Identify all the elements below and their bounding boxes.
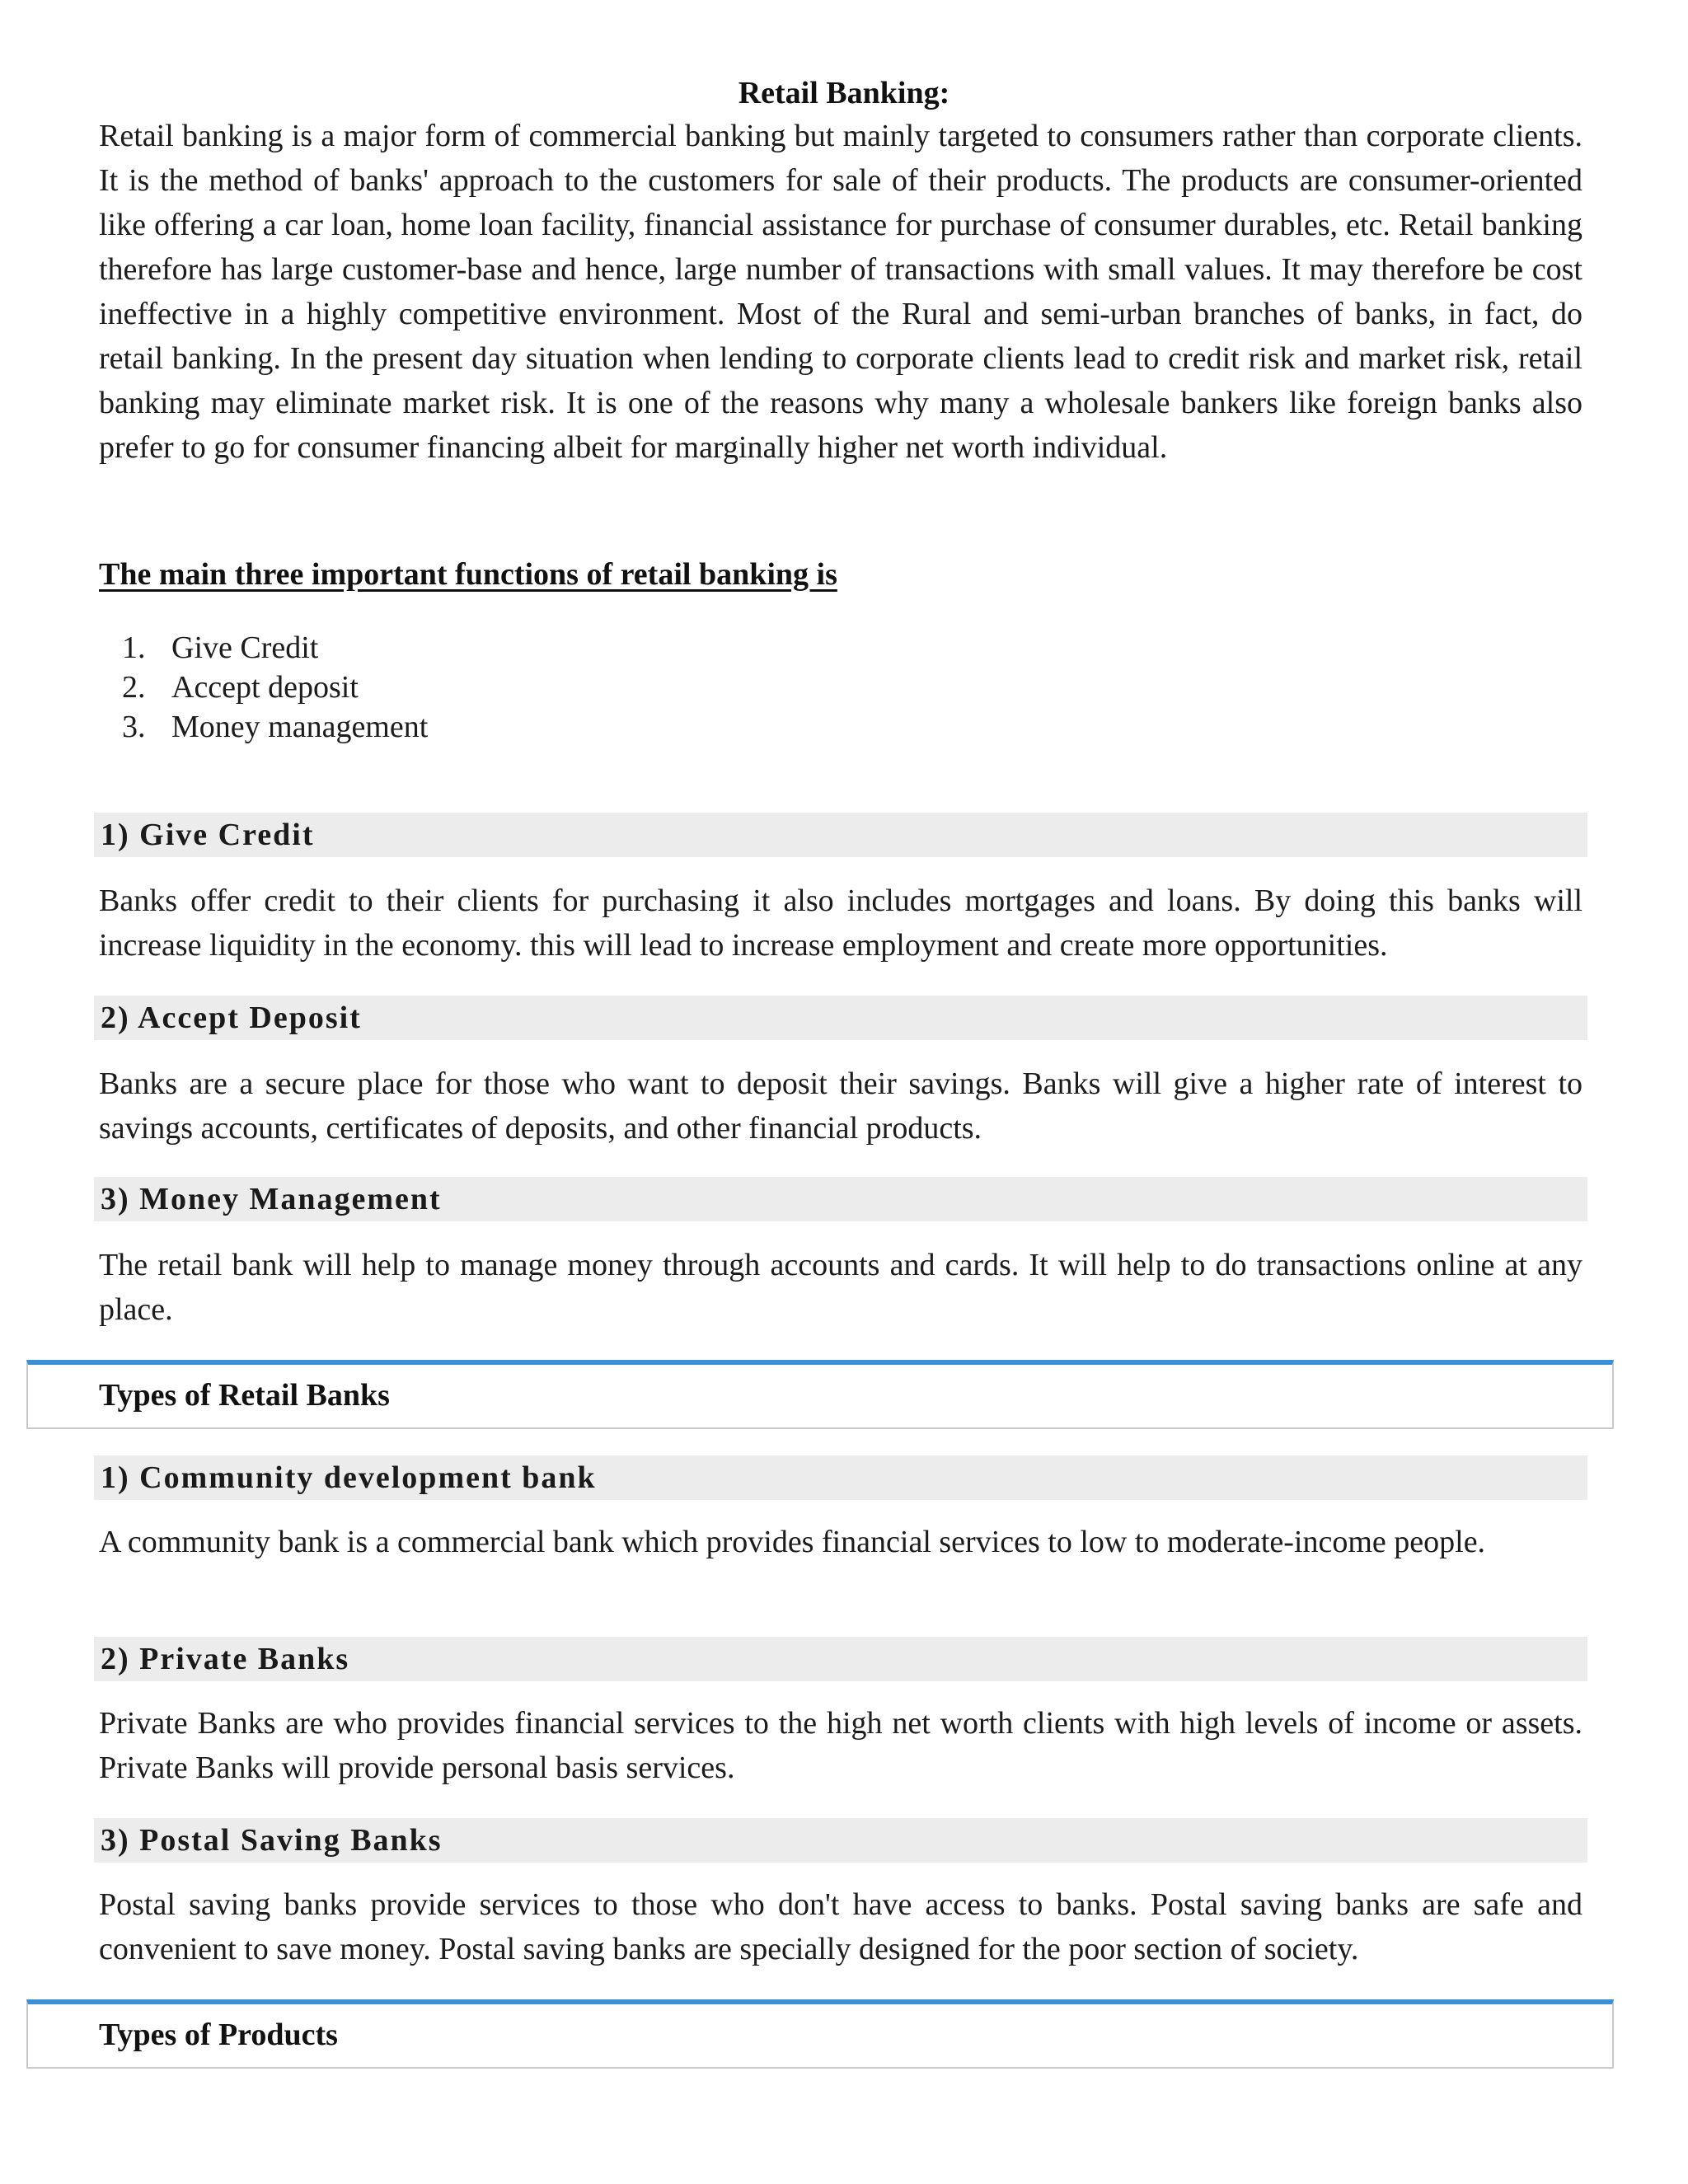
- section-text-private-banks: Private Banks are who provides financial services to the high net worth clients with high levels of income or assets. Private Banks will provide personal basis services.: [99, 1706, 1582, 1785]
- intro-paragraph: Retail banking is a major form of commercial banking but mainly targeted to consumers rather than corporate clients. It is the method of banks' approach to the customers for sale of their products. The products are consumer-oriented like offering a car loan, home loan facility, financial assistance for purchase of consumer durables, etc. Retail banking therefore has large customer-base and hence, large number of transactions with small values. It may therefore be cost ineffective in a highly competitive environment. Most of the Rural and semi-urban branches of banks, in fact, do retail banking. In the present day situation when lending to corporate clients lead to credit risk and market risk, retail banking may eliminate market risk. It is one of the reasons why many a wholesale bankers like foreign banks also prefer to go for consumer financing albeit for marginally higher net worth individual.: [99, 119, 1582, 465]
- functions-heading: The main three important functions of retail banking is: [99, 557, 837, 592]
- section-text-accept-deposit: Banks are a secure place for those who want to deposit their savings. Banks will give a higher rate of interest to savings accounts, certificates of deposits, and other financial products.: [99, 1066, 1582, 1146]
- types-of-retail-banks-heading: Types of Retail Banks: [26, 1360, 1614, 1429]
- list-item: [99, 707, 428, 747]
- section-text-postal-saving-banks: Postal saving banks provide services to those who don't have access to banks. Postal saving banks are safe and convenient to save money. Postal saving banks are specially designed for the poor section of society.: [99, 1887, 1582, 1966]
- list-item-label: Give Credit: [171, 630, 319, 665]
- section-text-community-bank: A community bank is a commercial bank which provides financial services to low to moderate-income people.: [99, 1525, 1486, 1559]
- section-heading-accept-deposit: 2) Accept Deposit: [94, 996, 1587, 1040]
- list-item-label: Accept deposit: [171, 670, 359, 705]
- section-heading-money-management: 3) Money Management: [94, 1177, 1587, 1221]
- section-heading-postal-saving-banks: 3) Postal Saving Banks: [94, 1818, 1587, 1863]
- types-of-products-heading: Types of Products: [26, 1999, 1614, 2069]
- section-heading-private-banks: 2) Private Banks: [94, 1637, 1587, 1681]
- list-item-label: Money management: [171, 710, 429, 744]
- section-text-money-management: The retail bank will help to manage money through accounts and cards. It will help to do transactions online at any place.: [99, 1248, 1582, 1327]
- list-item-number: 2.: [122, 670, 146, 705]
- section-heading-give-credit: 1) Give Credit: [94, 813, 1587, 857]
- list-item: [99, 628, 428, 668]
- section-heading-community-bank: 1) Community development bank: [94, 1455, 1587, 1500]
- list-item: [99, 668, 428, 707]
- functions-list: [99, 628, 428, 747]
- document-title: Retail Banking:: [738, 76, 950, 110]
- list-item-number: 3.: [122, 710, 146, 744]
- section-text-give-credit: Banks offer credit to their clients for purchasing it also includes mortgages and loans. By doing this banks will increase liquidity in the economy. this will lead to increase employment and create more opportunities.: [99, 883, 1582, 963]
- list-item-number: 1.: [122, 630, 146, 665]
